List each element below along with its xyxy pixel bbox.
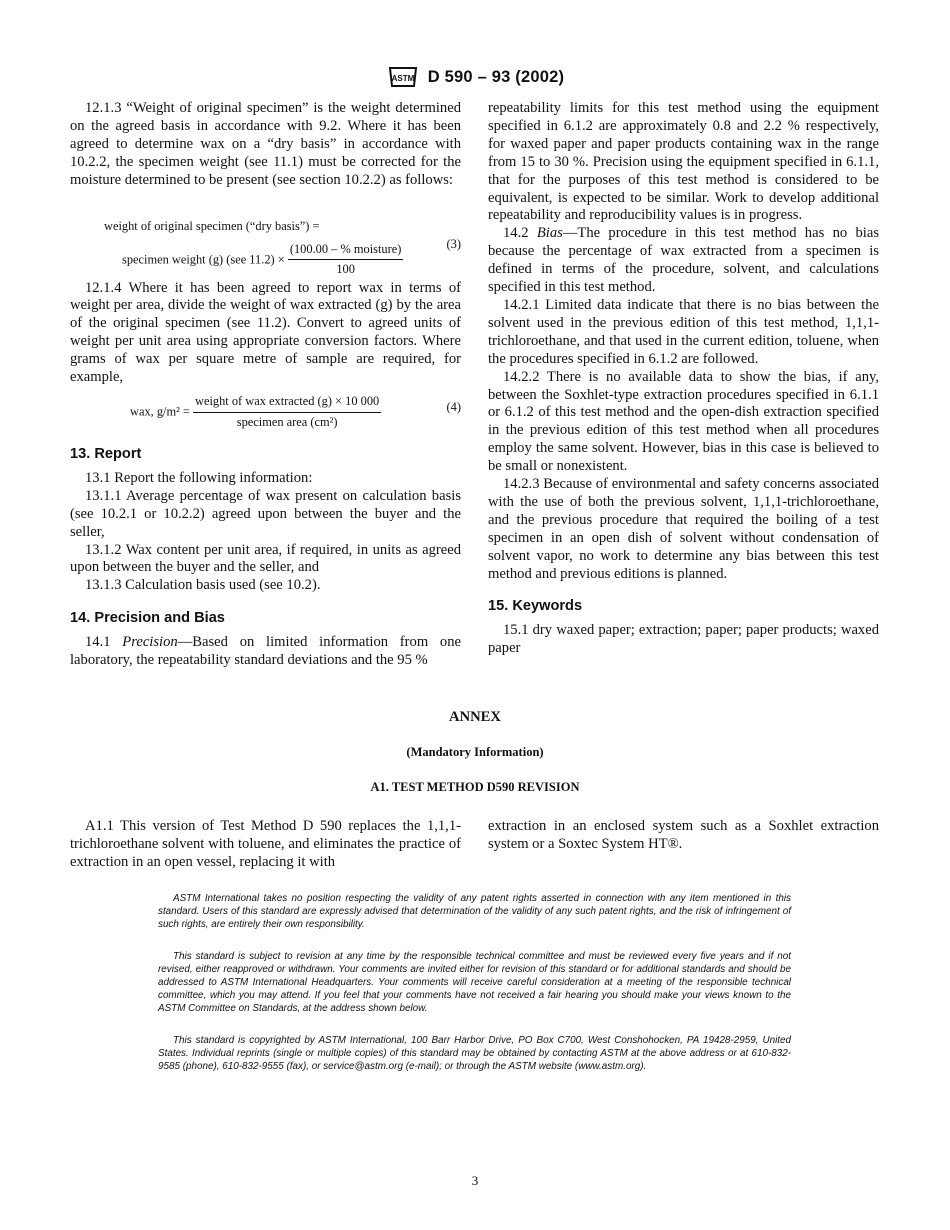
patent-notice <box>158 892 791 931</box>
equation-3-left: specimen weight (g) (see 11.2) × <box>122 251 285 266</box>
para-14-2-1: 14.2.1 Limited data indicate that there is no bias between the solvent used in the previous edition of this test method, 1,1,1-trichloroethane, and that used in the current edition, toluene, when the procedures specified in 6.1.2 are followed. <box>488 296 879 367</box>
equation-3-fraction <box>288 241 404 280</box>
equation-3-number: (3) <box>446 236 461 251</box>
para-a1-1-continued: extraction in an enclosed system such as a Soxhlet extraction system or a Soxtec System HT®. <box>488 818 879 852</box>
page-number: 3 <box>471 1173 479 1188</box>
annex-left-column <box>70 818 461 872</box>
para-14-2 <box>488 225 879 297</box>
equation-3-numerator: (100.00 – % moisture) <box>288 241 404 261</box>
annex-subtitle: (Mandatory Information) <box>406 745 544 759</box>
para-14-1-number: 14.1 <box>85 634 123 651</box>
equation-3-line-1: weight of original specimen (“dry basis”) = <box>104 218 320 233</box>
section-15-heading: 15. Keywords <box>488 598 583 615</box>
section-13-heading: 13. Report <box>70 445 142 462</box>
equation-4-left: wax, g/m² = <box>130 404 190 419</box>
annex-heading: A1. TEST METHOD D590 REVISION <box>370 780 580 794</box>
para-14-1-text: —Based on limited information from one laboratory, the repeatability standard deviations and the 95 % <box>70 634 461 669</box>
para-12-1-3: 12.1.3 “Weight of original specimen” is the weight determined on the agreed basis in accordance with 9.2. Where it has been agreed to determine wax on a “dry basis” in accordance with 10.2.2, the specimen weight (see 11.1) must be corrected for the moisture determined to be present (see section 10.2.2) as follows: <box>70 100 461 188</box>
para-14-2-text: —The procedure in this test method has no bias because the percentage of wax extracted from a specimen is defined in terms of the procedure, solvent, and calculations specified in this test method. <box>488 225 880 296</box>
equation-4-numerator: weight of wax extracted (g) × 10 000 <box>193 393 381 413</box>
para-a1-1: A1.1 This version of Test Method D 590 replaces the 1,1,1-trichloroethane solvent with toluene, and eliminates the practice of extraction in an open vessel, replacing it with <box>70 818 461 870</box>
precision-term: Precision <box>122 634 178 651</box>
para-15-1: 15.1 dry waxed paper; extraction; paper; paper products; waxed paper <box>488 622 879 657</box>
logo-text: ASTM <box>391 74 415 83</box>
document-title: D 590 – 93 (2002) <box>427 67 565 86</box>
astm-logo-icon <box>386 64 420 90</box>
equation-4-number: (4) <box>446 399 461 414</box>
section-14-heading: 14. Precision and Bias <box>70 610 225 627</box>
para-14-2-3: 14.2.3 Because of environmental and safety concerns associated with the use of both the previous solvent, 1,1,1-trichloroethane, and the previous procedure that required the boiling of a test specimen in an open dish of solvent without condensation of solvent vapor, no work to determine any bias between this test method and previous editions is planned. <box>488 476 879 582</box>
revision-notice-text: This standard is subject to revision at any time by the responsible technical committee and must be reviewed every five years and if not revised, either reapproved or withdrawn. Your comments are invited either for revision of this standard or for additional standards and should be addressed to ASTM International Headquarters. Your comments will receive careful consideration at a meeting of the responsible technical committee, which you may attend. If you feel that your comments have not received a fair hearing you should make your views known to the ASTM Committee on Standards, at the address shown below. <box>158 951 791 1014</box>
equation-3 <box>70 218 461 277</box>
left-column <box>70 100 461 670</box>
para-13-1-2: 13.1.2 Wax content per unit area, if required, in units as agreed upon between the buyer and the seller, and <box>70 541 461 576</box>
patent-notice-text: ASTM International takes no position respecting the validity of any patent rights asserted in connection with any item mentioned in this standard. Users of this standard are expressly advised that determination of the validity of any such patent rights, and the risk of infringement of such rights, are entirely their own responsibility. <box>158 893 791 930</box>
para-14-1 <box>70 634 461 670</box>
para-13-1-1: 13.1.1 Average percentage of wax present on calculation basis (see 10.2.1 or 10.2.2) agreed upon between the buyer and the seller, <box>70 487 461 540</box>
para-12-1-4: 12.1.4 Where it has been agreed to report wax in terms of weight per area, divide the weight of wax extracted (g) by the area of the original specimen (see 11.2). Convert to agreed units of weight per unit area using appropriate conversion factors. Where grams of wax per square metre of sample are required, for example, <box>70 279 461 386</box>
equation-4-denominator: specimen area (cm²) <box>236 414 338 429</box>
para-13-1-3: 13.1.3 Calculation basis used (see 10.2). <box>85 577 321 594</box>
annex-right-column <box>488 818 879 854</box>
para-13-1: 13.1 Report the following information: <box>85 469 313 486</box>
para-14-2-2: 14.2.2 There is no available data to show the bias, if any, between the Soxhlet-type extraction procedures specified in 6.1.1 or 6.1.2 of this test method and the open-dish extraction specified in the previous edition of this test method when all procedures employ the same solvent. However, bias in this case is believed to be small or nonexistent. <box>488 368 879 475</box>
copyright-notice-text: This standard is copyrighted by ASTM International, 100 Barr Harbor Drive, PO Box C700, West Conshohocken, PA 19428-2959, United States. Individual reprints (single or multiple copies) of this standard may be obtained by contacting ASTM at the above address or at 610-832-9585 (phone), 610-832-9555 (fax), or service@astm.org (e-mail); or through the ASTM website (www.astm.org). <box>158 1035 791 1072</box>
para-14-2-number: 14.2 <box>503 225 537 242</box>
bias-term: Bias <box>536 225 563 242</box>
page-header <box>0 64 950 95</box>
para-14-1-continued: repeatability limits for this test method using the equipment specified in 6.1.2 are approximately 0.8 and 2.2 % respectively, for waxed paper and paper products containing wax in the range from 15 to 30 %. Precision using the equipment specified in 6.1.1, that for the purposes of this test method is considered to be equivalent, is expected to be similar. Work to develop additional repeatability and reproducibility values is in progress. <box>488 100 879 224</box>
equation-4-fraction <box>193 393 381 432</box>
right-column <box>488 100 879 658</box>
equation-3-denominator: 100 <box>336 262 355 277</box>
revision-notice <box>158 950 791 1015</box>
copyright-notice <box>158 1034 791 1073</box>
equation-4 <box>70 393 461 431</box>
annex-title: ANNEX <box>449 709 501 725</box>
